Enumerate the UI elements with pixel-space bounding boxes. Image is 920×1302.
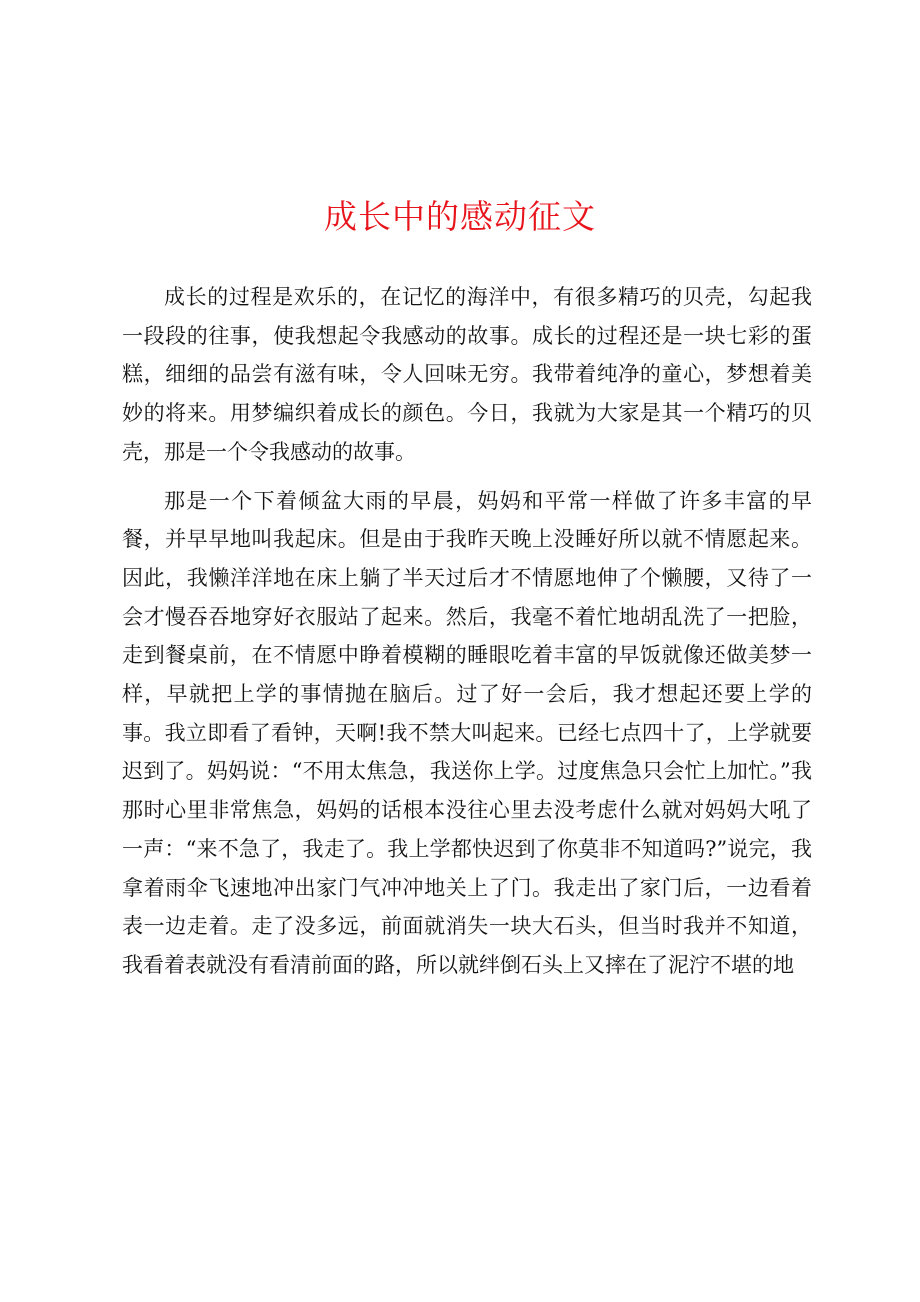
- document-body: [122, 278, 812, 985]
- paragraph-2: 那是一个下着倾盆大雨的早晨，妈妈和平常一样做了许多丰富的早餐，并早早地叫我起床。但是由于我昨天晚上没睡好所以就不情愿起来。因此，我懒洋洋地在床上躺了半天过后才不情愿地伸了个懒腰，又待了一会才慢吞吞地穿好衣服站了起来。然后，我毫不着忙地胡乱洗了一把脸，走到餐桌前，在不情愿中睁着模糊的睡眼吃着丰富的早饭就像还做美梦一样，早就把上学的事情抛在脑后。过了好一会后，我才想起还要上学的事。我立即看了看钟，天啊!我不禁大叫起来。已经七点四十了，上学就要迟到了。妈妈说：“不用太焦急，我送你上学。过度焦急只会忙上加忙。”我那时心里非常焦急，妈妈的话根本没往心里去没考虑什么就对妈妈大吼了一声：“来不急了，我走了。我上学都快迟到了你莫非不知道吗?”说完，我拿着雨伞飞速地冲出家门气冲冲地关上了门。我走出了家门后，一边看着表一边走着。走了没多远，前面就消失一块大石头，但当时我并不知道，我看着表就没有看清前面的路，所以就绊倒石头上又摔在了泥泞不堪的地: [122, 488, 812, 977]
- paragraph-1: 成长的过程是欢乐的，在记忆的海洋中，有很多精巧的贝壳，勾起我一段段的往事，使我想起令我感动的故事。成长的过程还是一块七彩的蛋糕，细细的品尝有滋有味，令人回味无穷。我带着纯净的童心，梦想着美妙的将来。用梦编织着成长的颜色。今日，我就为大家是其一个精巧的贝壳，那是一个令我感动的故事。: [122, 285, 812, 464]
- document-title: 成长中的感动征文: [324, 197, 596, 236]
